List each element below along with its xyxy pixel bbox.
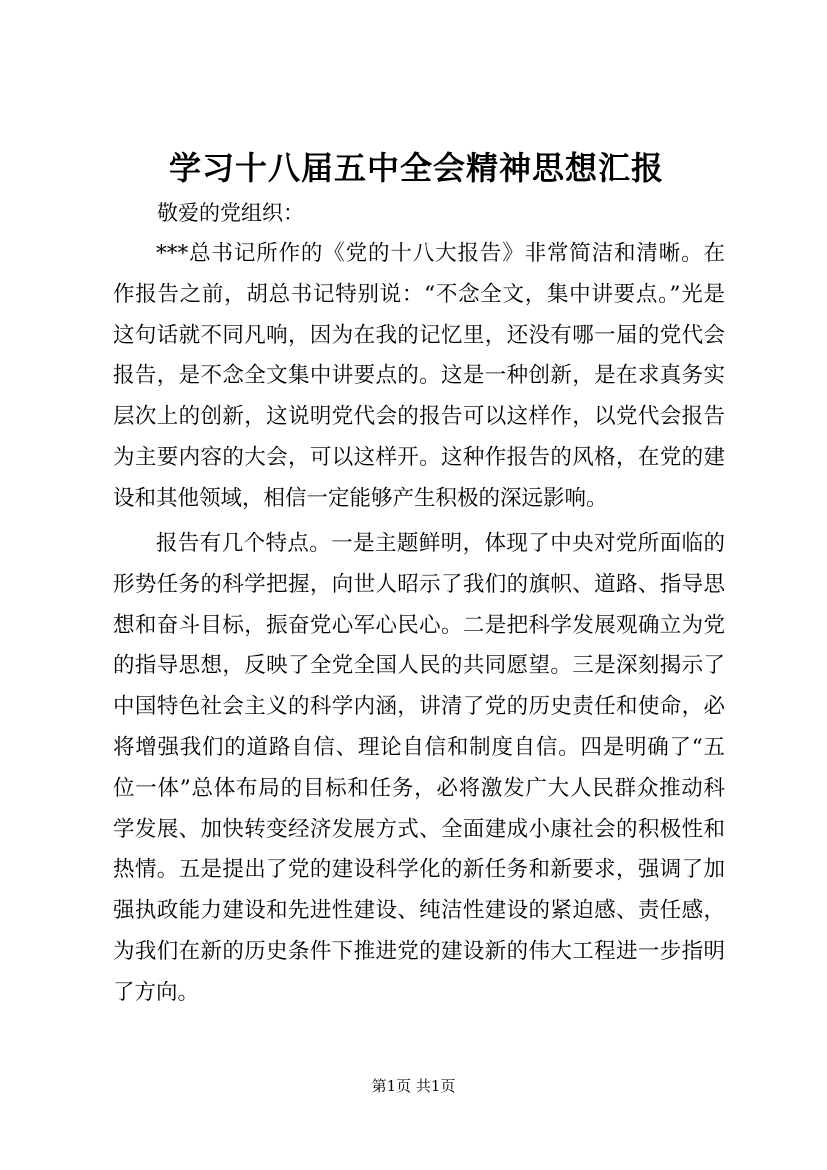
page-footer: 第1页 共1页 xyxy=(371,1077,456,1095)
paragraph-1: ***总书记所作的《党的十八大报告》非常简洁和清晰。在作报告之前，胡总书记特别说：“不念全文，集中讲要点。”光是这句话就不同凡响，因为在我的记忆里，还没有哪一届的党代会报告，是不念全文集中讲要点的。这是一种创新，是在求真务实层次上的创新，这说明党代会的报告可以这样作，以党代会报告为主要内容的大会，可以这样开。这种作报告的风格，在党的建设和其他领域，相信一定能够产生积极的深远影响。 xyxy=(113,241,725,511)
salutation: 敬爱的党组织： xyxy=(157,201,304,225)
paragraph-2: 报告有几个特点。一是主题鲜明，体现了中央对党所面临的形势任务的科学把握，向世人昭示了我们的旗帜、道路、指导思想和奋斗目标，振奋党心军心民心。二是把科学发展观确立为党的指导思想，反映了全党全国人民的共同愿望。三是深刻揭示了中国特色社会主义的科学内涵，讲清了党的历史责任和使命，必将增强我们的道路自信、理论自信和制度自信。四是明确了“五位一体”总体布局的目标和任务，必将激发广大人民群众推动科学发展、加快转变经济发展方式、全面建成小康社会的积极性和热情。五是提出了党的建设科学化的新任务和新要求，强调了加强执政能力建设和先进性建设、纯洁性建设的紧迫感、责任感，为我们在新的历史条件下推进党的建设新的伟大工程进一步指明了方向。 xyxy=(113,531,725,1005)
document-title: 学习十八届五中全会精神思想汇报 xyxy=(168,149,664,187)
